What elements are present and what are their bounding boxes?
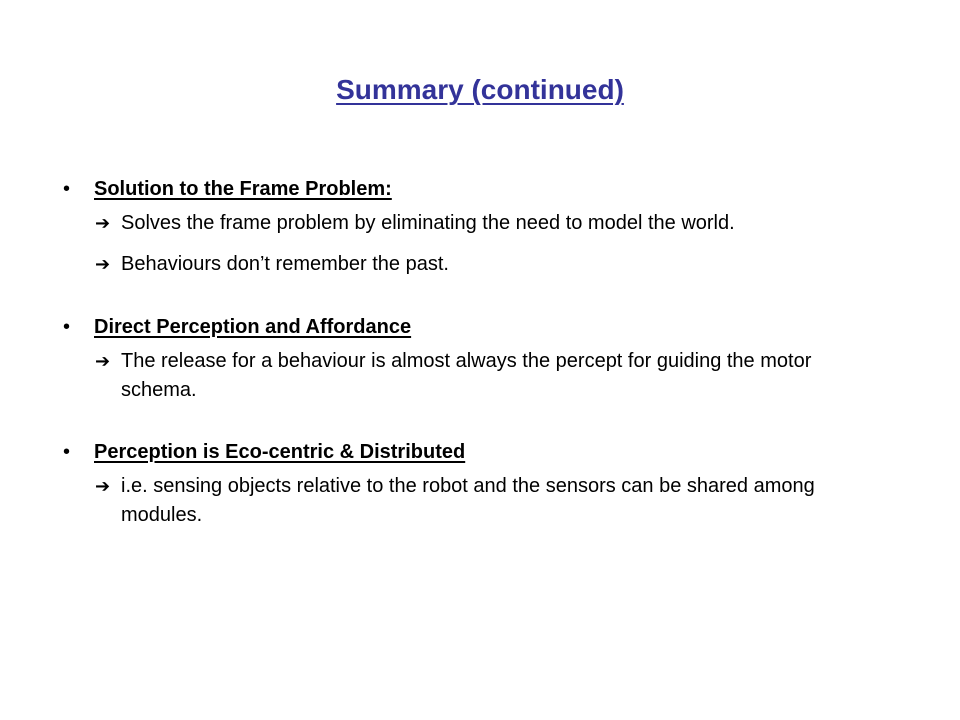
point-text: Behaviours don’t remember the past. <box>121 253 449 275</box>
list-item <box>63 209 863 238</box>
list-item <box>63 472 863 529</box>
list-item <box>63 347 863 404</box>
arrow-right-icon: ➔ <box>95 476 111 497</box>
list-item <box>63 250 863 279</box>
point-text: i.e. sensing objects relative to the robot and the sensors can be shared among modules. <box>121 475 815 526</box>
bullet-icon: • <box>63 441 71 463</box>
section-frame-problem <box>63 173 863 279</box>
bullet-icon: • <box>63 178 71 200</box>
section-heading-row <box>63 311 863 343</box>
slide-title: Summary (continued) <box>336 74 624 105</box>
section-heading: Direct Perception and Affordance <box>94 316 412 338</box>
arrow-right-icon: ➔ <box>95 254 111 275</box>
bullet-icon: • <box>63 316 71 338</box>
point-text: The release for a behaviour is almost always the percept for guiding the motor schema. <box>121 350 812 401</box>
section-eco-centric-perception <box>63 436 863 529</box>
point-text: Solves the frame problem by eliminating the need to model the world. <box>121 212 735 234</box>
section-direct-perception <box>63 311 863 404</box>
section-heading-row <box>63 173 863 205</box>
arrow-right-icon: ➔ <box>95 351 111 372</box>
slide-content <box>63 173 863 529</box>
section-heading: Perception is Eco-centric & Distributed <box>94 441 466 463</box>
arrow-right-icon: ➔ <box>95 213 111 234</box>
section-heading-row <box>63 436 863 468</box>
section-heading: Solution to the Frame Problem: <box>94 178 392 200</box>
